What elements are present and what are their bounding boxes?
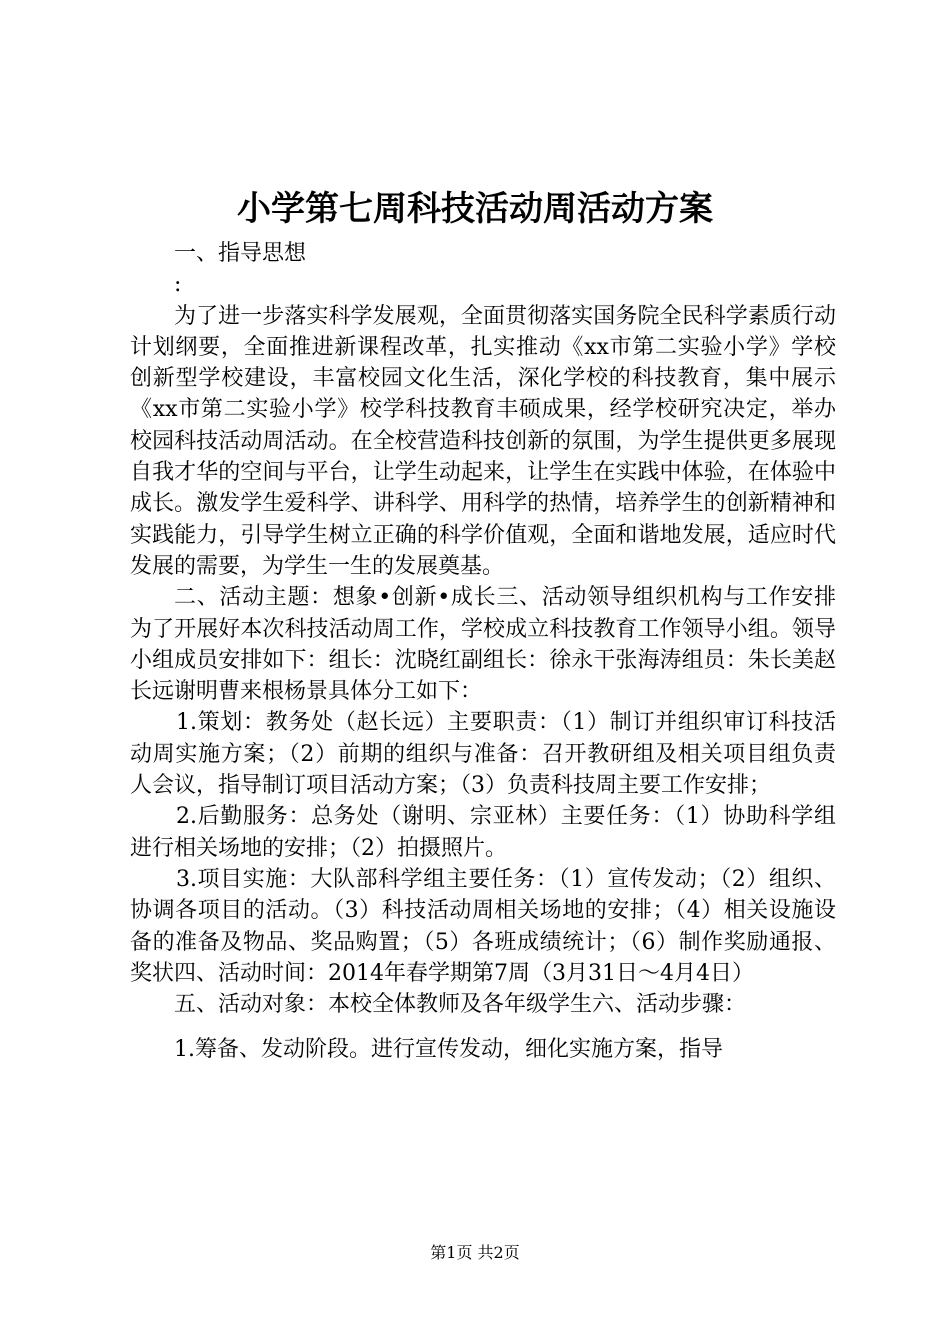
paragraph-participants-and-steps: 五、活动对象：本校全体教师及各年级学生六、活动步骤： (174, 992, 747, 1018)
paragraph-implementation: 3.项目实施：大队部科学组主要任务：（1）宣传发动；（2）组织、协调各项目的活动。（3）科技活动周相关场地的安排；（4）相关设施设备的准备及物品、奖品购置；（5）各班成绩统计；（6）制作奖励通报、奖状四、活动时间：2014年春学期第7周（3月31日～4月4日） (130, 866, 836, 986)
paragraph-step-1: 1.筹备、发动阶段。进行宣传发动，细化实施方案，指导 (174, 1037, 723, 1063)
page-footer: 第1页 共2页 (430, 1243, 520, 1262)
paragraph-theme-and-organization: 二、活动主题：想象•创新•成长三、活动领导组织机构与工作安排为了开展好本次科技活动周工作，学校成立科技教育工作领导小组。领导小组成员安排如下：组长：沈晓红副组长：徐永干张海涛组员：朱长美赵长远谢明曹来根杨景具体分工如下： (130, 585, 836, 705)
document-body (130, 238, 836, 1066)
colon-line: : (174, 272, 182, 298)
paragraph-planning: 1.策划：教务处（赵长远）主要职责：（1）制订并组织审订科技活动周实施方案；（2）前期的组织与准备：召开教研组及相关项目组负责人会议，指导制订项目活动方案；（3）负责科技周主要工作安排； (130, 710, 836, 799)
document-title: 小学第七周科技活动周活动方案 (237, 189, 713, 229)
paragraph-purpose: 为了进一步落实科学发展观，全面贯彻落实国务院全民科学素质行动计划纲要，全面推进新课程改革，扎实推动《xx市第二实验小学》学校创新型学校建设，丰富校园文化生活，深化学校的科技教育，集中展示《xx市第二实验小学》校学科技教育丰硕成果，经学校研究决定，举办校园科技活动周活动。在全校营造科技创新的氛围，为学生提供更多展现自我才华的空间与平台，让学生动起来，让学生在实践中体验，在体验中成长。激发学生爱科学、讲科学、用科学的热情，培养学生的创新精神和实践能力，引导学生树立正确的科学价值观，全面和谐地发展，适应时代发展的需要，为学生一生的发展奠基。 (130, 303, 836, 579)
paragraph-logistics: 2.后勤服务：总务处（谢明、宗亚林）主要任务：（1）协助科学组进行相关场地的安排；（2）拍摄照片。 (130, 804, 836, 861)
section-heading-guiding-ideology: 一、指导思想 (174, 241, 307, 266)
